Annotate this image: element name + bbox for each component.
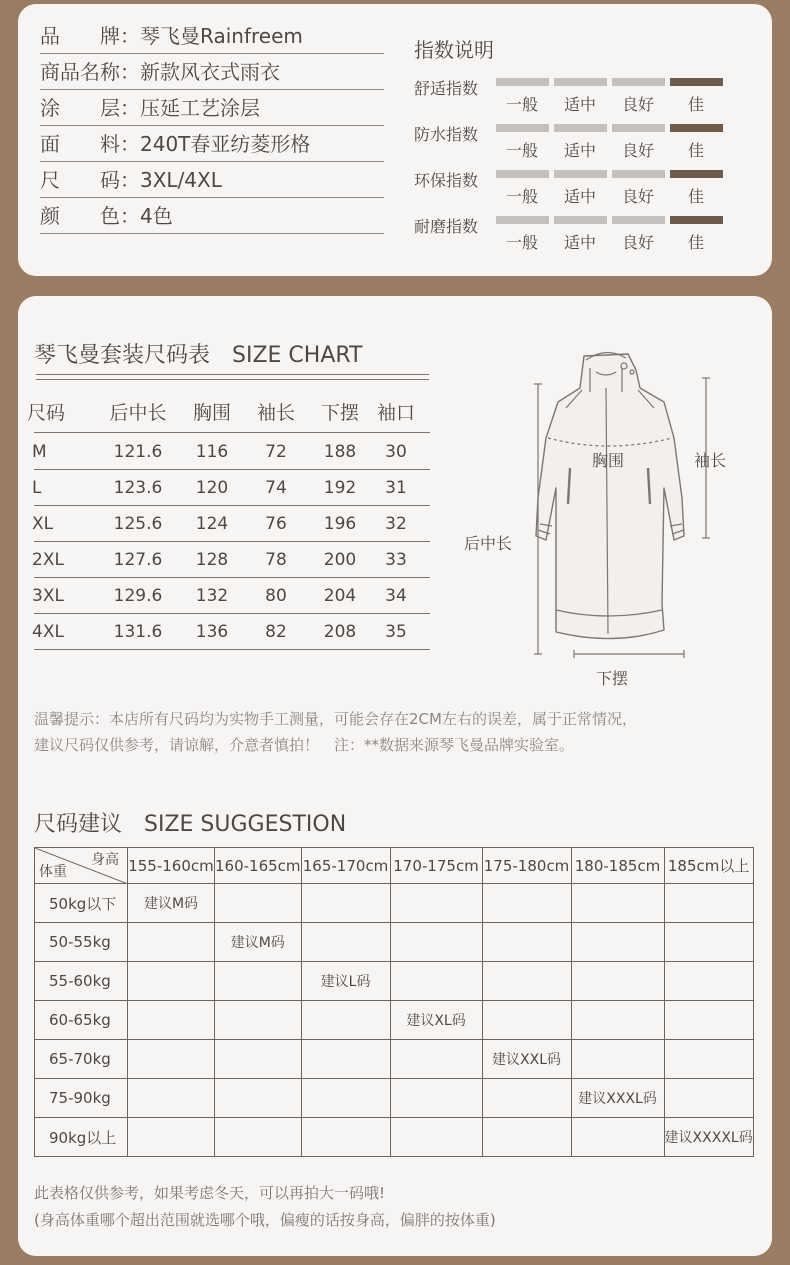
empty-cell — [128, 1079, 215, 1118]
size-chart-cell: 200 — [323, 550, 357, 570]
weight-header: 60-65kg — [35, 1001, 128, 1040]
index-level-label: 佳 — [687, 187, 704, 206]
size-chart-cell: 136 — [195, 622, 229, 642]
index-level-label: 佳 — [687, 233, 704, 252]
size-chart-cell: 121.6 — [113, 442, 163, 462]
empty-cell — [390, 1079, 482, 1118]
row-divider — [34, 613, 430, 614]
empty-cell — [301, 1118, 390, 1157]
empty-cell — [664, 923, 753, 962]
height-header: 185cm以上 — [664, 848, 753, 884]
index-level-label: 一般 — [505, 233, 538, 252]
empty-cell — [482, 923, 571, 962]
empty-cell — [128, 962, 215, 1001]
row-divider — [34, 432, 430, 433]
index-title: 指数说明 — [414, 38, 494, 62]
empty-cell — [390, 884, 482, 923]
index-segment — [554, 216, 607, 224]
row-divider — [34, 505, 430, 506]
empty-cell — [571, 1040, 664, 1079]
empty-cell — [215, 884, 302, 923]
index-segment — [670, 170, 723, 178]
empty-cell — [482, 1118, 571, 1157]
size-chart-header: 胸围 — [192, 402, 231, 424]
size-chart-header: 尺码 — [26, 402, 65, 424]
empty-cell — [664, 1001, 753, 1040]
empty-cell — [664, 884, 753, 923]
size-chart-title: 琴飞曼套装尺码表 SIZE CHART — [34, 343, 363, 368]
size-chart-header: 后中长 — [109, 402, 167, 424]
recommendation-cell: 建议XXL码 — [482, 1040, 571, 1079]
recommendation-cell: 建议XXXXL码 — [664, 1118, 753, 1157]
empty-cell — [301, 923, 390, 962]
size-chart-cell: 196 — [323, 514, 357, 534]
empty-cell — [301, 884, 390, 923]
chest-label: 胸围 — [592, 451, 625, 470]
index-segment — [496, 78, 549, 86]
table-row — [35, 1001, 754, 1040]
size-chart-cell: 82 — [265, 622, 287, 642]
index-segment — [496, 170, 549, 178]
size-chart-cell: 120 — [195, 478, 229, 498]
height-header: 175-180cm — [482, 848, 571, 884]
index-row-name: 耐磨指数 — [414, 217, 479, 236]
empty-cell — [301, 1001, 390, 1040]
empty-cell — [390, 1118, 482, 1157]
divider — [36, 374, 429, 375]
height-header: 155-160cm — [128, 848, 215, 884]
table-row — [35, 1118, 754, 1157]
height-header: 180-185cm — [571, 848, 664, 884]
index-level-label: 良好 — [621, 187, 654, 206]
size-chart-cell: 129.6 — [113, 586, 163, 606]
size-chart-cell: 204 — [323, 586, 357, 606]
table-row — [35, 884, 754, 923]
index-segment — [554, 78, 607, 86]
table-row — [35, 923, 754, 962]
empty-cell — [571, 962, 664, 1001]
size-chart-cell: 3XL — [32, 586, 64, 606]
index-segment — [496, 216, 549, 224]
row-divider — [34, 649, 430, 650]
empty-cell — [664, 1040, 753, 1079]
size-chart-cell: 2XL — [32, 550, 64, 570]
index-level-label: 一般 — [505, 187, 538, 206]
size-chart-cell: 132 — [195, 586, 229, 606]
product-info-panel — [18, 4, 772, 276]
size-chart-cell: 32 — [385, 514, 407, 534]
table-row — [35, 1079, 754, 1118]
index-level-label: 一般 — [505, 95, 538, 114]
size-chart-cell: 80 — [265, 586, 287, 606]
empty-cell — [664, 962, 753, 1001]
table-row — [35, 1040, 754, 1079]
empty-cell — [128, 1118, 215, 1157]
empty-cell — [301, 1079, 390, 1118]
info-size: 尺 码：3XL/4XL — [40, 162, 384, 198]
size-chart-header: 袖长 — [256, 402, 295, 424]
size-chart-header: 下摆 — [320, 402, 359, 424]
size-note-line2: 建议尺码仅供参考，请谅解，介意者慎拍！ 注：**数据来源琴飞曼品牌实验室。 — [34, 736, 575, 754]
size-chart-cell: 72 — [265, 442, 287, 462]
suggestion-table — [34, 847, 754, 1157]
index-segment — [496, 124, 549, 132]
table-row — [35, 962, 754, 1001]
empty-cell — [215, 1040, 302, 1079]
size-chart-cell: M — [32, 442, 47, 462]
empty-cell — [215, 1001, 302, 1040]
empty-cell — [128, 1040, 215, 1079]
index-level-label: 适中 — [563, 187, 596, 206]
weight-header: 50kg以下 — [35, 884, 128, 923]
size-chart-cell: XL — [32, 514, 54, 534]
weight-header: 90kg以上 — [35, 1118, 128, 1157]
height-header: 170-175cm — [390, 848, 482, 884]
empty-cell — [301, 1040, 390, 1079]
sleeve-label: 袖长 — [694, 451, 727, 470]
index-segment — [554, 124, 607, 132]
recommendation-cell: 建议XXXL码 — [571, 1079, 664, 1118]
size-chart-cell: 208 — [323, 622, 357, 642]
index-segment — [670, 216, 723, 224]
empty-cell — [482, 884, 571, 923]
index-level-label: 适中 — [563, 95, 596, 114]
size-chart-cell: L — [32, 478, 42, 498]
index-row-name: 舒适指数 — [414, 79, 479, 98]
recommendation-cell: 建议XL码 — [390, 1001, 482, 1040]
index-level-label: 适中 — [563, 233, 596, 252]
empty-cell — [128, 923, 215, 962]
corner-weight: 体重 — [39, 864, 67, 880]
info-product-name: 商品名称：新款风衣式雨衣 — [40, 54, 384, 90]
size-chart-header: 袖口 — [376, 402, 415, 424]
empty-cell — [482, 1001, 571, 1040]
coat-diagram — [504, 348, 744, 668]
index-level-label: 良好 — [621, 95, 654, 114]
empty-cell — [482, 962, 571, 1001]
size-chart-cell: 128 — [195, 550, 229, 570]
size-chart-cell: 30 — [385, 442, 407, 462]
info-fabric: 面 料：240T春亚纺菱形格 — [40, 126, 384, 162]
index-segment — [612, 78, 665, 86]
empty-cell — [215, 1118, 302, 1157]
size-chart-cell: 76 — [265, 514, 287, 534]
index-row-name: 防水指数 — [414, 125, 479, 144]
size-note-line1: 温馨提示：本店所有尺码均为实物手工测量，可能会存在2CM左右的误差，属于正常情况， — [34, 710, 637, 728]
row-divider — [34, 541, 430, 542]
index-segment — [670, 124, 723, 132]
empty-cell — [215, 962, 302, 1001]
row-divider — [34, 469, 430, 470]
row-divider — [34, 577, 430, 578]
index-segment — [612, 124, 665, 132]
index-segment — [554, 170, 607, 178]
size-chart-cell: 192 — [323, 478, 357, 498]
info-brand: 品 牌：琴飞曼Rainfreem — [40, 18, 384, 54]
index-segment — [670, 78, 723, 86]
index-level-label: 佳 — [687, 95, 704, 114]
size-chart-cell: 33 — [385, 550, 407, 570]
size-chart-cell: 116 — [195, 442, 229, 462]
empty-cell — [571, 1001, 664, 1040]
index-row-name: 环保指数 — [414, 171, 479, 190]
size-panel — [18, 296, 772, 1256]
size-chart-cell: 74 — [265, 478, 287, 498]
empty-cell — [390, 923, 482, 962]
suggestion-note-line2: (身高体重哪个超出范围就选哪个哦，偏瘦的话按身高，偏胖的按体重) — [34, 1211, 496, 1229]
hem-label: 下摆 — [596, 669, 629, 688]
info-coating: 涂 层：压延工艺涂层 — [40, 90, 384, 126]
index-level-label: 一般 — [505, 141, 538, 160]
height-header: 160-165cm — [215, 848, 302, 884]
empty-cell — [390, 962, 482, 1001]
index-level-label: 适中 — [563, 141, 596, 160]
recommendation-cell: 建议M码 — [215, 923, 302, 962]
index-segment — [612, 170, 665, 178]
recommendation-cell: 建议M码 — [128, 884, 215, 923]
size-chart-cell: 124 — [195, 514, 229, 534]
corner-header — [35, 848, 128, 884]
size-chart-cell: 131.6 — [113, 622, 163, 642]
empty-cell — [664, 1079, 753, 1118]
suggestion-note-line1: 此表格仅供参考，如果考虑冬天，可以再拍大一码哦! — [34, 1184, 386, 1202]
weight-header: 75-90kg — [35, 1079, 128, 1118]
size-chart-cell: 188 — [323, 442, 357, 462]
empty-cell — [215, 1079, 302, 1118]
index-level-label: 佳 — [687, 141, 704, 160]
size-chart-cell: 31 — [385, 478, 407, 498]
empty-cell — [390, 1040, 482, 1079]
empty-cell — [128, 1001, 215, 1040]
size-chart-cell: 125.6 — [113, 514, 163, 534]
size-chart-cell: 127.6 — [113, 550, 163, 570]
recommendation-cell: 建议L码 — [301, 962, 390, 1001]
weight-header: 65-70kg — [35, 1040, 128, 1079]
empty-cell — [571, 884, 664, 923]
index-level-label: 良好 — [621, 233, 654, 252]
divider — [36, 379, 429, 380]
empty-cell — [482, 1079, 571, 1118]
suggestion-title: 尺码建议 SIZE SUGGESTION — [34, 812, 347, 837]
size-chart-cell: 34 — [385, 586, 407, 606]
size-chart-cell: 123.6 — [113, 478, 163, 498]
height-header: 165-170cm — [301, 848, 390, 884]
index-segment — [612, 216, 665, 224]
size-chart-cell: 4XL — [32, 622, 64, 642]
back-length-label: 后中长 — [464, 534, 513, 553]
index-level-label: 良好 — [621, 141, 654, 160]
size-chart-cell: 35 — [385, 622, 407, 642]
weight-header: 55-60kg — [35, 962, 128, 1001]
info-color: 颜 色：4色 — [40, 198, 384, 234]
empty-cell — [571, 1118, 664, 1157]
size-chart-cell: 78 — [265, 550, 287, 570]
empty-cell — [571, 923, 664, 962]
weight-header: 50-55kg — [35, 923, 128, 962]
corner-height: 身高 — [91, 852, 119, 868]
